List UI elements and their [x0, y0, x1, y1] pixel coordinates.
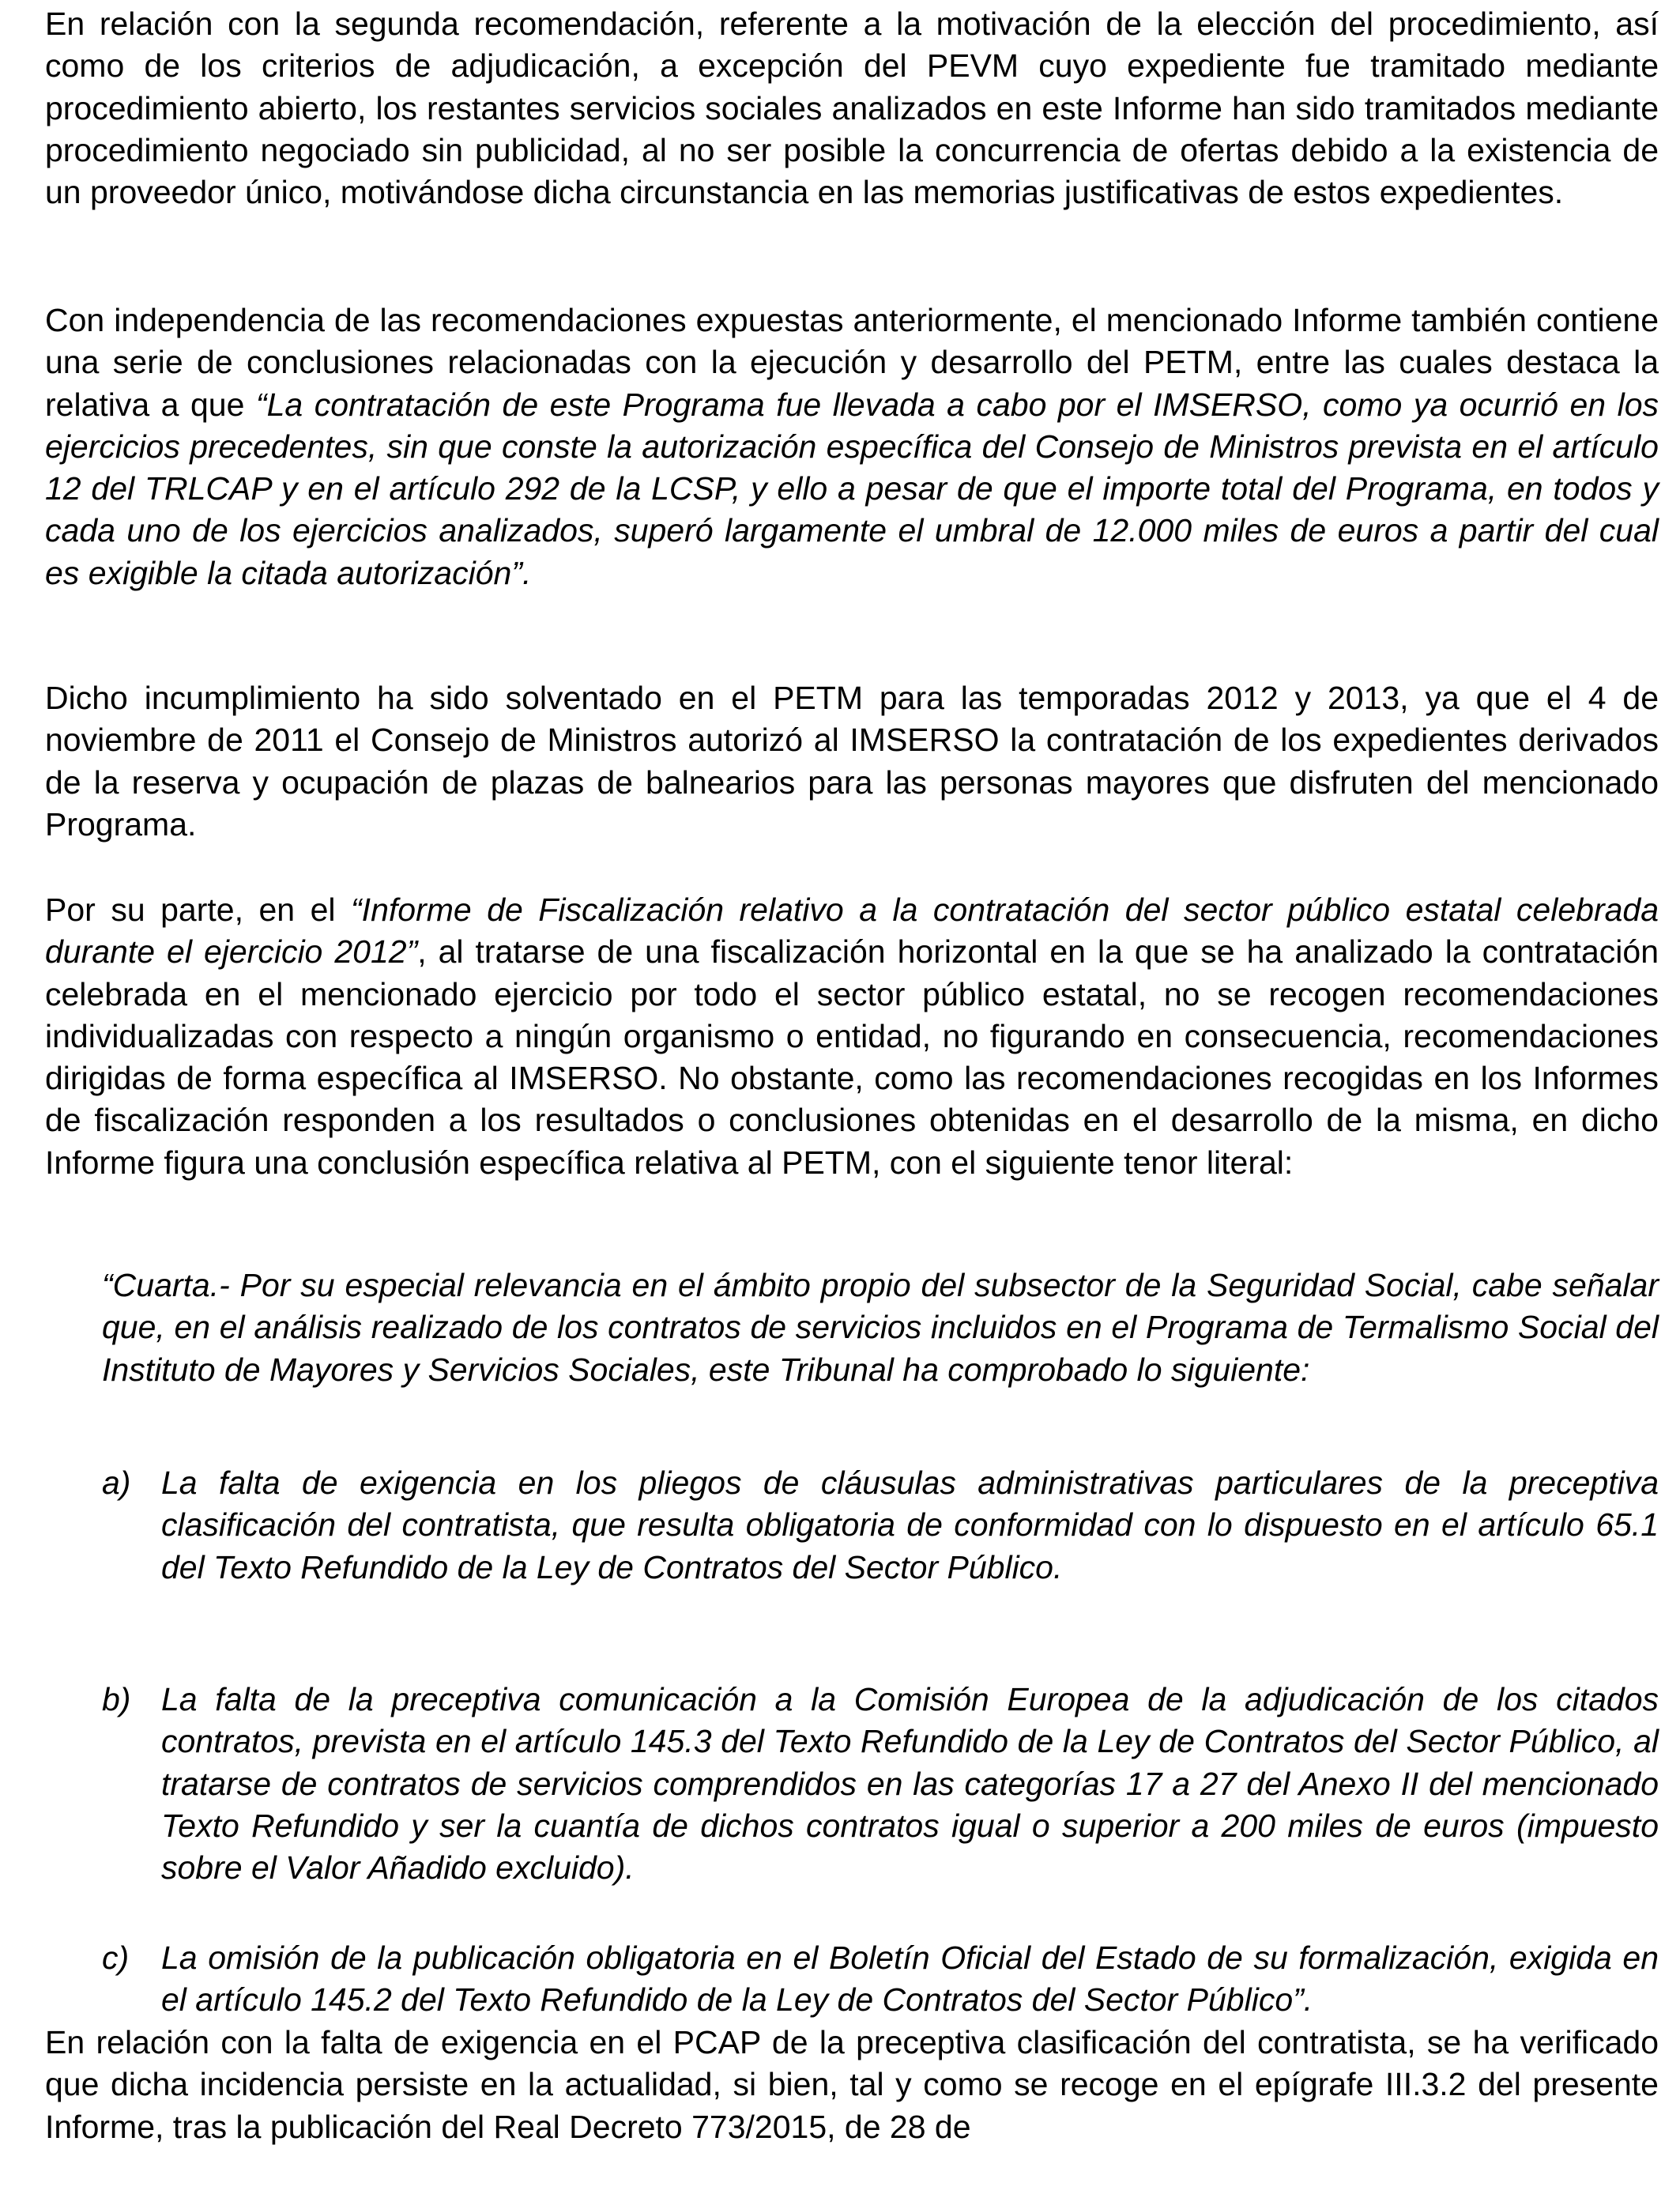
paragraph-text: Por su parte, en el: [45, 892, 352, 928]
paragraph-fiscalization-report: [45, 889, 1659, 1184]
list-marker: a): [102, 1465, 131, 1501]
paragraph-text: Dicho incumplimiento ha sido solventado en el PETM para las temporadas 2012 y 2013, ya que el 4 de noviembre de 2011 el Consejo de Ministros autorizó al IMSERSO la contratación de los expedientes derivados de la reserva y ocupación de plazas de balnearios para las personas mayores que disfruten del mencionado Programa.: [45, 680, 1659, 843]
list-item-text: La falta de exigencia en los pliegos de cláusulas administrativas particulares de la preceptiva clasificación del contratista, que resulta obligatoria de conformidad con lo dispuesto en el artículo 65.1 del Texto Refundido de la Ley de Contratos del Sector Público.: [161, 1465, 1659, 1585]
list-item-text: La omisión de la publicación obligatoria en el Boletín Oficial del Estado de su formalización, exigida en el artículo 145.2 del Texto Refundido de la Ley de Contratos del Sector Público”.: [161, 1940, 1659, 2019]
report-title: “Informe de Fiscalización relativo a la contratación del sector público estatal celebrada durante el ejercicio 2012”: [45, 892, 1659, 971]
paragraph-recommendation: [45, 3, 1659, 213]
list-item: [102, 1679, 1659, 1889]
list-item: [102, 1462, 1659, 1589]
list-marker: c): [102, 1940, 130, 1976]
paragraph-classification: [45, 2022, 1659, 2148]
quoted-conclusion: “La contratación de este Programa fue llevada a cabo por el IMSERSO, como ya ocurrió en los ejercicios precedentes, sin que conste la autorización específica del Consejo de Ministros prevista en el artículo 12 del TRLCAP y en el artículo 292 de la LCSP, y ello a pesar de que el importe total del Programa, en todos y cada uno de los ejercicios analizados, superó largamente el umbral de 12.000 miles de euros a partir del cual es exigible la citada autorización”.: [45, 386, 1659, 591]
paragraph-conclusions: [45, 300, 1659, 594]
paragraph-resolution: [45, 677, 1659, 846]
quote-text: “Cuarta.- Por su especial relevancia en el ámbito propio del subsector de la Seguridad Social, cabe señalar que, en el análisis realizado de los contratos de servicios incluidos en el Programa de Termalismo Social del Instituto de Mayores y Servicios Sociales, este Tribunal ha comprobado lo siguiente:: [102, 1267, 1659, 1388]
list-marker: b): [102, 1681, 131, 1717]
list-item-text: La falta de la preceptiva comunicación a la Comisión Europea de la adjudicación de los citados contratos, prevista en el artículo 145.3 del Texto Refundido de la Ley de Contratos del Sector Público, al tratarse de contratos de servicios comprendidos en las categorías 17 a 27 del Anexo II del mencionado Texto Refundido y ser la cuantía de dichos contratos igual o superior a 200 miles de euros (impuesto sobre el Valor Añadido excluido).: [161, 1681, 1659, 1887]
list-item: [102, 1937, 1659, 2022]
paragraph-text: Con independencia de las recomendaciones expuestas anteriormente, el mencionado Informe también contiene una serie de conclusiones relacionadas con la ejecución y desarrollo del PETM, entre las cuales destaca la relativa a que: [45, 302, 1659, 423]
paragraph-text: En relación con la segunda recomendación, referente a la motivación de la elección del procedimiento, así como de los criterios de adjudicación, a excepción del PEVM cuyo expediente fue tramitado mediante procedimiento abierto, los restantes servicios sociales analizados en este Informe han sido tramitados mediante procedimiento negociado sin publicidad, al no ser posible la concurrencia de ofertas debido a la existencia de un proveedor único, motivándose dicha circunstancia en las memorias justificativas de estos expedientes.: [45, 6, 1659, 211]
quoted-conclusion-cuarta: [102, 1265, 1659, 1391]
paragraph-text: En relación con la falta de exigencia en el PCAP de la preceptiva clasificación del contratista, se ha verificado que dicha incidencia persiste en la actualidad, si bien, tal y como se recoge en el epígrafe III.3.2 del presente Informe, tras la publicación del Real Decreto 773/2015, de 28 de: [45, 2024, 1659, 2145]
paragraph-text: , al tratarse de una fiscalización horizontal en la que se ha analizado la contratación celebrada en el mencionado ejercicio por todo el sector público estatal, no se recogen recomendaciones individualizadas con respecto a ningún organismo o entidad, no figurando en consecuencia, recomendaciones dirigidas de forma específica al IMSERSO. No obstante, como las recomendaciones recogidas en los Informes de fiscalización responden a los resultados o conclusiones obtenidas en el desarrollo de la misma, en dicho Informe figura una conclusión específica relativa al PETM, con el siguiente tenor literal:: [45, 933, 1659, 1181]
